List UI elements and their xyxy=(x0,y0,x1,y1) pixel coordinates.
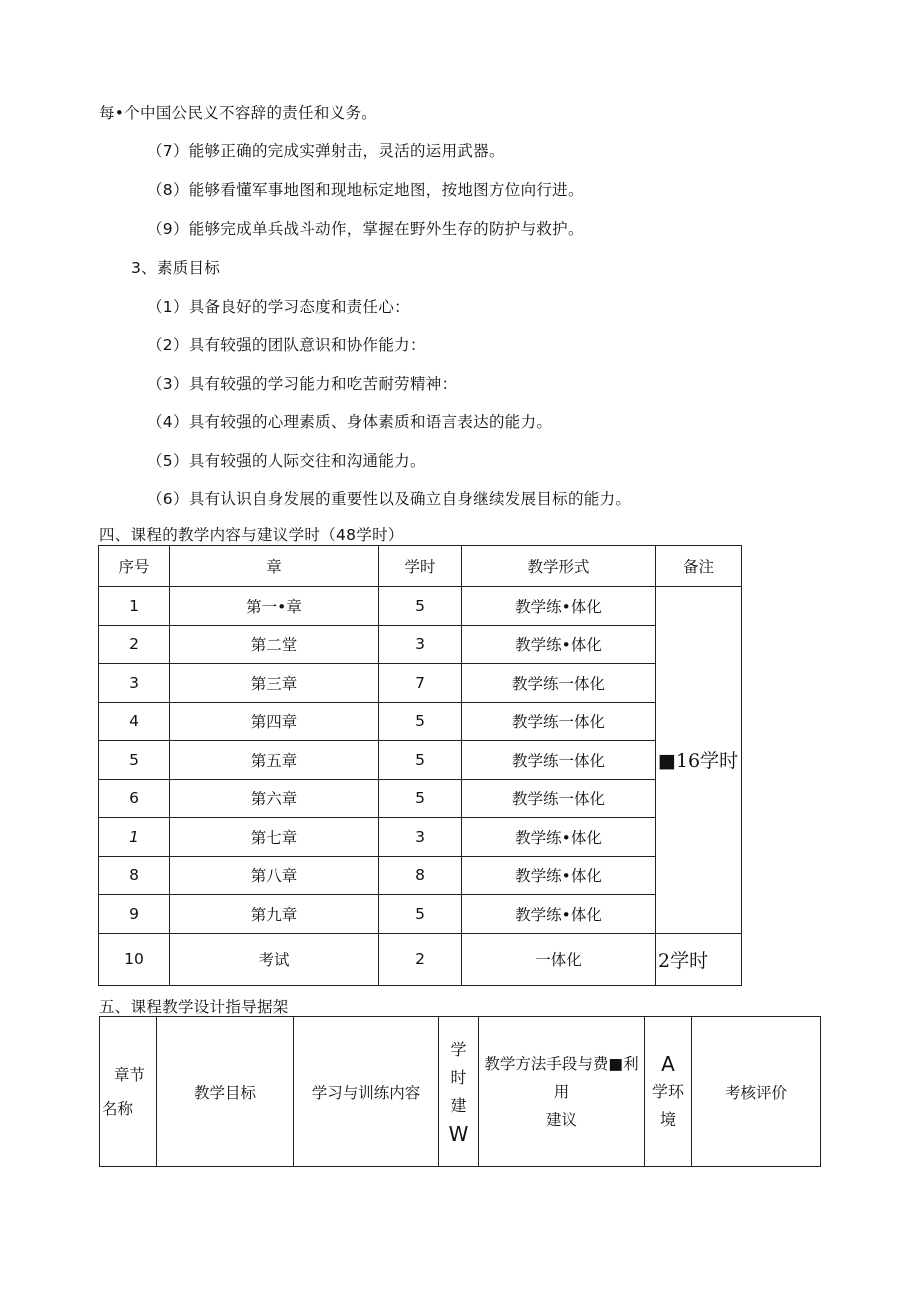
cell-chapter: 第七章 xyxy=(170,818,379,857)
header-chapter-name-line2: 名称 xyxy=(102,1099,134,1118)
cell-form: 教学练•体化 xyxy=(462,587,656,626)
header-hours-char: 时 xyxy=(450,1067,467,1087)
paragraph-quality-1: （1）具备良好的学习态度和责任心： xyxy=(147,298,410,316)
header-env-char: A xyxy=(661,1051,675,1076)
paragraph-item-7: （7）能够正确的完成实弹射击，灵活的运用武器。 xyxy=(147,142,505,160)
header-chapter: 章 xyxy=(170,546,379,587)
cell-hours: 5 xyxy=(379,587,462,626)
cell-form: 教学练一体化 xyxy=(462,741,656,780)
cell-form: 教学练•体化 xyxy=(462,895,656,934)
header-hours: 学时 xyxy=(379,546,462,587)
cell-hours: 5 xyxy=(379,741,462,780)
header-env-char: 境 xyxy=(659,1109,676,1129)
cell-form: 教学练•体化 xyxy=(462,625,656,664)
cell-chapter: 第九章 xyxy=(170,895,379,934)
header-assessment: 考核评价 xyxy=(692,1017,821,1167)
cell-hours: 3 xyxy=(379,818,462,857)
cell-chapter: 第五章 xyxy=(170,741,379,780)
paragraph-quality-4: （4）具有较强的心理素质、身体素质和语言表达的能力。 xyxy=(147,413,553,431)
header-chapter-name xyxy=(100,1017,157,1167)
cell-hours: 3 xyxy=(379,625,462,664)
cell-hours: 8 xyxy=(379,856,462,895)
header-teaching-goals: 教学目标 xyxy=(157,1017,294,1167)
cell-chapter: 第六章 xyxy=(170,779,379,818)
header-methods-line2: 建议 xyxy=(545,1110,577,1129)
table-row xyxy=(99,818,742,857)
table-row xyxy=(99,779,742,818)
cell-note-exam: 2学时 xyxy=(656,933,742,985)
cell-chapter: 第三章 xyxy=(170,664,379,703)
cell-hours: 5 xyxy=(379,702,462,741)
table-row xyxy=(99,741,742,780)
header-hours-char: 学 xyxy=(450,1039,467,1059)
cell-form: 教学练一体化 xyxy=(462,702,656,741)
cell-index: 9 xyxy=(99,895,170,934)
cell-chapter: 第四章 xyxy=(170,702,379,741)
table-row xyxy=(99,933,742,985)
content-hours-table xyxy=(98,545,742,986)
table-row xyxy=(99,587,742,626)
paragraph-quality-2: （2）具有较强的团队意识和协作能力： xyxy=(147,336,426,354)
table-row xyxy=(99,856,742,895)
cell-hours: 5 xyxy=(379,895,462,934)
section4-heading: 四、课程的教学内容与建议学时（48学时） xyxy=(99,526,404,544)
header-suggested-hours xyxy=(439,1017,479,1167)
cell-index: 5 xyxy=(99,741,170,780)
paragraph-quality-5: （5）具有较强的人际交往和沟通能力。 xyxy=(147,452,426,470)
cell-chapter: 第一•章 xyxy=(170,587,379,626)
cell-chapter: 第八章 xyxy=(170,856,379,895)
cell-index: 4 xyxy=(99,702,170,741)
header-methods-line1: 教学方法手段与费■利用 xyxy=(484,1054,639,1101)
header-chapter-name-line1: 章节 xyxy=(114,1065,146,1084)
design-framework-table xyxy=(99,1016,821,1167)
paragraph-item-8: （8）能够看懂军事地图和现地标定地图，按地图方位向行进。 xyxy=(147,181,584,199)
cell-form: 一体化 xyxy=(462,933,656,985)
header-learning-env xyxy=(645,1017,692,1167)
table-row xyxy=(99,702,742,741)
header-methods xyxy=(479,1017,645,1167)
table-row xyxy=(99,895,742,934)
paragraph-item-9: （9）能够完成单兵战斗动作，掌握在野外生存的防护与救护。 xyxy=(147,220,584,238)
cell-hours: 5 xyxy=(379,779,462,818)
cell-form: 教学练•体化 xyxy=(462,856,656,895)
header-index: 序号 xyxy=(99,546,170,587)
paragraph-quality-3: （3）具有较强的学习能力和吃苦耐劳精神： xyxy=(147,375,458,393)
cell-chapter: 考试 xyxy=(170,933,379,985)
header-env-char: 学环 xyxy=(651,1081,684,1101)
cell-index: 10 xyxy=(99,933,170,985)
cell-form: 教学练一体化 xyxy=(462,664,656,703)
cell-index: 1 xyxy=(99,818,170,857)
cell-chapter: 第二堂 xyxy=(170,625,379,664)
header-note: 备注 xyxy=(656,546,742,587)
paragraph-duty: 每•个中国公民义不容辞的责任和义务。 xyxy=(99,104,378,122)
header-training-content: 学习与训练内容 xyxy=(294,1017,439,1167)
paragraph-quality-6: （6）具有认识自身发展的重要性以及确立自身继续发展目标的能力。 xyxy=(147,490,632,508)
table-header-row xyxy=(100,1017,821,1167)
table-header-row xyxy=(99,546,742,587)
header-form: 教学形式 xyxy=(462,546,656,587)
cell-index: 1 xyxy=(99,587,170,626)
cell-form: 教学练一体化 xyxy=(462,779,656,818)
table-row xyxy=(99,664,742,703)
cell-index: 6 xyxy=(99,779,170,818)
cell-index: 2 xyxy=(99,625,170,664)
cell-hours: 2 xyxy=(379,933,462,985)
header-hours-char: W xyxy=(448,1121,469,1146)
cell-form: 教学练•体化 xyxy=(462,818,656,857)
cell-index: 8 xyxy=(99,856,170,895)
cell-index: 3 xyxy=(99,664,170,703)
section5-heading: 五、课程教学设计指导据架 xyxy=(99,998,289,1016)
subheading-quality-goals: 3、素质目标 xyxy=(131,259,221,277)
cell-note-main: ■16学时 xyxy=(656,587,742,934)
table-row xyxy=(99,625,742,664)
header-hours-char: 建 xyxy=(450,1095,467,1115)
cell-hours: 7 xyxy=(379,664,462,703)
